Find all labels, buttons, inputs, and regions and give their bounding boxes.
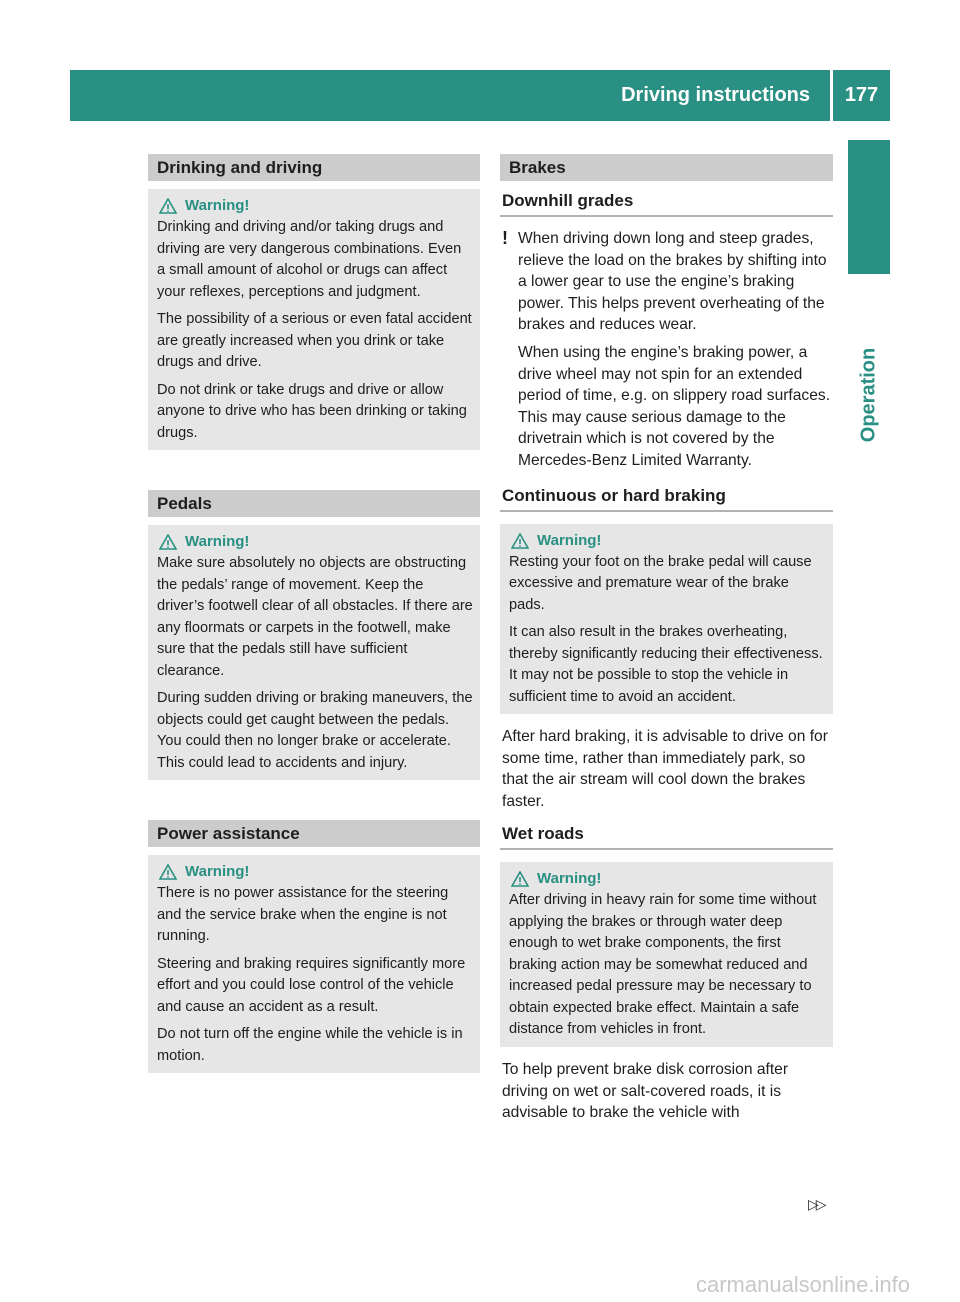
- warning-text: After driving in heavy rain for some time without applying the brakes or through water deep enough to wet brake components, the first braking action may be somewhat reduced and increased pedal pressure may be necessary to obtain expected brake effect. Maintain a safe distance from vehicles in front.: [509, 892, 817, 1038]
- warning-box: [500, 524, 833, 715]
- body-paragraph: After hard braking, it is advisable to drive on for some time, rather than immediately park, so that the air stream will cool down the brakes faster.: [502, 728, 828, 810]
- warning-text: Make sure absolutely no objects are obstructing the pedals’ range of movement. Keep the driver’s footwell clear of all obstacles. If there are any floormats or carpets in the footwell, make sure that the pedals still have sufficient clearance.: [157, 555, 473, 679]
- warning-text: It can also result in the brakes overheating, thereby significantly reducing their effectiveness. It may not be possible to stop the vehicle in sufficient time to avoid an accident.: [509, 624, 823, 705]
- warning-heading: [157, 195, 473, 217]
- section-title: Brakes: [500, 154, 833, 181]
- warning-text: Resting your foot on the brake pedal will cause excessive and premature wear of the brake pads.: [509, 553, 812, 613]
- warning-text: There is no power assistance for the steering and the service brake when the engine is not running.: [157, 885, 449, 944]
- section-pedals: [148, 490, 480, 780]
- section-title: Pedals: [148, 490, 480, 517]
- page-number: 177: [844, 84, 879, 106]
- section-title: Drinking and driving: [148, 154, 480, 181]
- warning-label: Warning!: [185, 863, 250, 880]
- warning-text: Steering and braking requires significantly more effort and you could lose control of the vehicle and cause an accident as a result.: [157, 955, 466, 1015]
- warning-label: Warning!: [185, 197, 250, 214]
- warning-box: [148, 855, 480, 1073]
- warning-text: Do not drink or take drugs and drive or allow anyone to drive who has been drinking or taking drugs.: [157, 381, 467, 441]
- warning-heading: [157, 531, 473, 553]
- notice-exclamation-icon: !: [502, 228, 508, 248]
- warning-label: Warning!: [185, 533, 250, 550]
- body-paragraph: To help prevent brake disk corrosion after driving on wet or salt-covered roads, it is advisable to brake the vehicle with: [502, 1060, 789, 1122]
- notice-text: When using the engine’s braking power, a drive wheel may not spin for an extended period of time, e.g. on slippery road surfaces. This may cause serious damage to the drivetrain which is not covered by the Mercedes-Benz Limited Warranty.: [518, 343, 831, 469]
- warning-label: Warning!: [537, 870, 602, 888]
- warning-box: [148, 189, 480, 450]
- warning-heading: [509, 868, 826, 890]
- right-column: [500, 154, 833, 1124]
- warning-heading: [157, 861, 473, 883]
- continue-arrow-icon: ▷▷: [808, 1196, 824, 1212]
- side-tab-text: Operation: [857, 347, 880, 443]
- warning-text: Drinking and driving and/or taking drugs and driving are very dangerous combinations. Even a small amount of alcohol or drugs can affect your reflexes, perceptions and judgment.: [157, 219, 462, 300]
- notice-block: [500, 228, 833, 472]
- notice-text: When driving down long and steep grades, relieve the load on the brakes by shifting into a lower gear to use the engine’s braking power. This helps prevent overheating of the brakes and reduces wear.: [518, 230, 827, 334]
- warning-box: [148, 525, 480, 780]
- warning-text: The possibility of a serious or even fatal accident are greatly increased when you drink or take drugs and drive.: [157, 311, 472, 370]
- warning-box: [500, 862, 833, 1047]
- warning-text: Do not turn off the engine while the vehicle is in motion.: [157, 1026, 463, 1064]
- warning-label: Warning!: [537, 531, 602, 549]
- footer-watermark[interactable]: carmanualsonline.info: [695, 1272, 910, 1297]
- chapter-title: Driving instructions: [621, 84, 810, 106]
- warning-triangle-icon: [159, 864, 177, 880]
- warning-triangle-icon: [511, 533, 529, 549]
- subsection-title: Continuous or hard braking: [500, 478, 833, 512]
- section-drinking: [148, 154, 480, 450]
- warning-text: During sudden driving or braking maneuvers, the objects could get caught between the pedals. You could then no longer brake or accelerate. This could lead to accidents and injury.: [157, 690, 473, 771]
- warning-triangle-icon: [511, 871, 529, 887]
- section-power-assistance: [148, 820, 480, 1073]
- side-tab-label: [848, 290, 890, 500]
- warning-heading: [509, 530, 826, 552]
- section-title: Power assistance: [148, 820, 480, 847]
- left-column: [148, 154, 480, 1073]
- subsection-title: Wet roads: [500, 812, 833, 850]
- header-bar: [70, 70, 890, 121]
- side-tab-marker: [848, 140, 890, 274]
- warning-triangle-icon: [159, 198, 177, 214]
- subsection-title: Downhill grades: [500, 181, 833, 217]
- warning-triangle-icon: [159, 534, 177, 550]
